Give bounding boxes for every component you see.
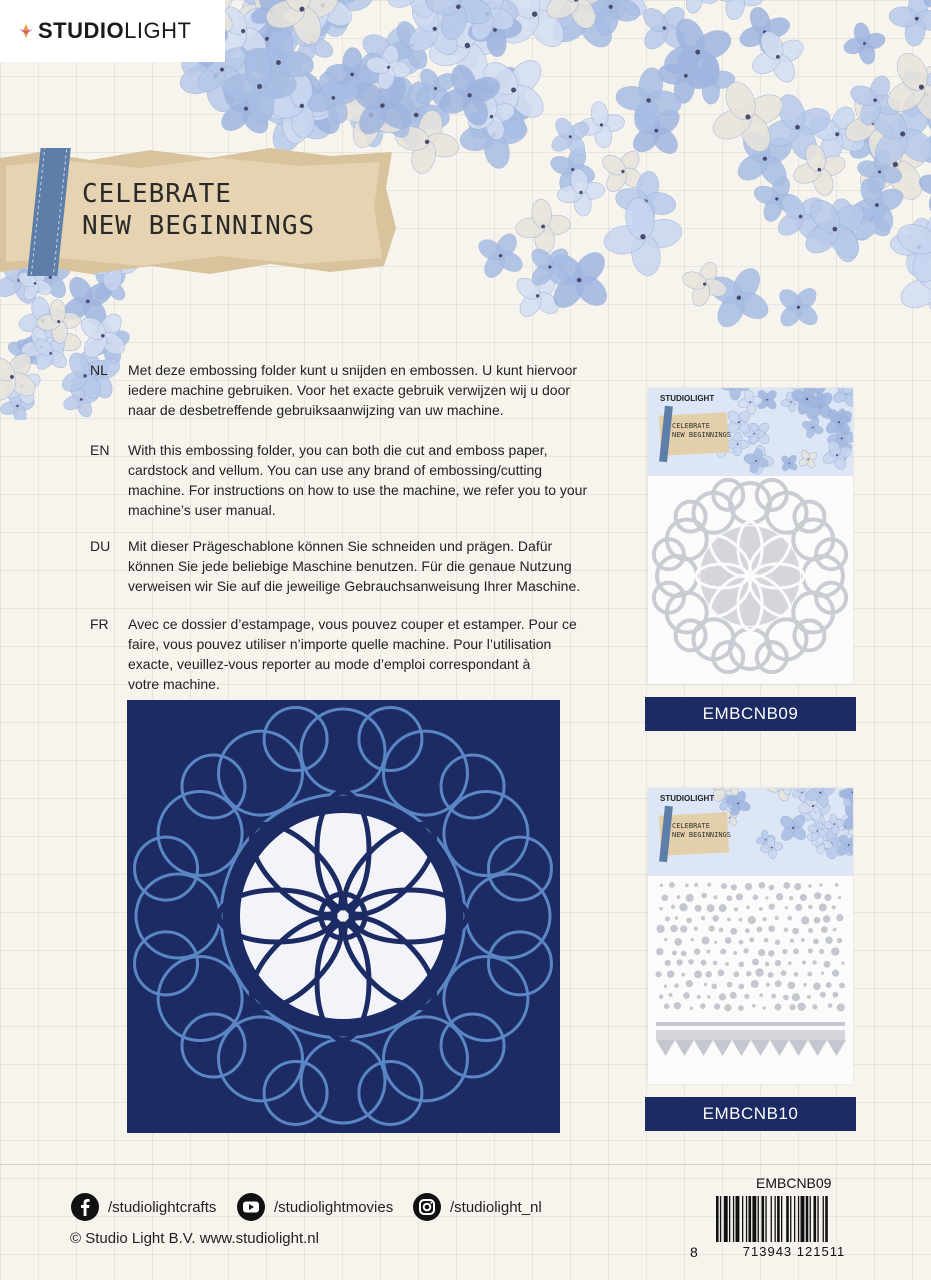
description-text: Avec ce dossier d’estampage, vous pouvez couper et estamper. Pour ce faire, vous pouvez utiliser n’importe quelle machine. Pour l’utilisation exacte, veuillez-vous reporter au mode d’emploi correspondant à votre machine. xyxy=(128,616,577,692)
instagram-icon xyxy=(412,1192,442,1222)
facebook-handle: /studiolightcrafts xyxy=(108,1198,217,1216)
youtube-link[interactable] xyxy=(236,1192,393,1222)
footer-divider xyxy=(0,1164,931,1165)
product-label-embcnb10: EMBCNB10 xyxy=(645,1097,856,1131)
brand-logo xyxy=(0,0,225,62)
brand-name: STUDIOLIGHT xyxy=(38,18,192,43)
mandala-pattern xyxy=(127,700,560,1133)
language-code: DU xyxy=(90,538,111,554)
mini-brand: STUDIOLIGHT xyxy=(660,794,715,803)
facebook-icon xyxy=(70,1192,100,1222)
page-title: CELEBRATE NEW BEGINNINGS xyxy=(82,179,316,241)
youtube-handle: /studiolightmovies xyxy=(274,1198,394,1216)
description-text: Mit dieser Prägeschablone können Sie schneiden und prägen. Dafür können Sie jede beliebige Maschine benutzen. Für die genaue Nutzung verweisen wir Sie auf die jeweilige Gebrauchsanweisung Ihrer Maschine. xyxy=(128,538,581,594)
instagram-link[interactable] xyxy=(412,1192,542,1222)
embossing-sample-image xyxy=(127,700,560,1133)
barcode-product-code: EMBCNB09 xyxy=(756,1175,832,1191)
product-card-embcnb09 xyxy=(648,388,853,684)
description-text: With this embossing folder, you can both die cut and emboss paper, cardstock and vellum. You can use any brand of embossing/cutting machine. For instructions on how to use the machine, we refer you to your machine’s user manual. xyxy=(128,442,588,518)
description-text: Met deze embossing folder kunt u snijden en embossen. U kunt hiervoor iedere machine gebruiken. Voor het exacte gebruik verwijzen wij u door naar de desbetreffende gebruiksaanwijzing van uw machine. xyxy=(128,362,578,418)
studiolight-mark-icon xyxy=(18,23,34,39)
barcode-prefix-digit: 8 xyxy=(690,1244,698,1260)
copyright-text: © Studio Light B.V. www.studiolight.nl xyxy=(70,1230,319,1247)
mini-title: CELEBRATE NEW BEGINNINGS xyxy=(672,822,732,839)
barcode-number: 713943 121511 xyxy=(742,1244,846,1259)
youtube-icon xyxy=(236,1192,266,1222)
language-code: EN xyxy=(90,442,110,458)
language-code: NL xyxy=(90,362,108,378)
facebook-link[interactable] xyxy=(70,1192,216,1222)
product-card-embcnb10 xyxy=(648,788,853,1084)
mini-brand: STUDIOLIGHT xyxy=(660,394,715,403)
language-code: FR xyxy=(90,616,109,632)
mini-title: CELEBRATE NEW BEGINNINGS xyxy=(672,422,732,439)
product-label-embcnb09: EMBCNB09 xyxy=(645,697,856,731)
barcode xyxy=(716,1196,872,1242)
instagram-handle: /studiolight_nl xyxy=(450,1198,542,1216)
